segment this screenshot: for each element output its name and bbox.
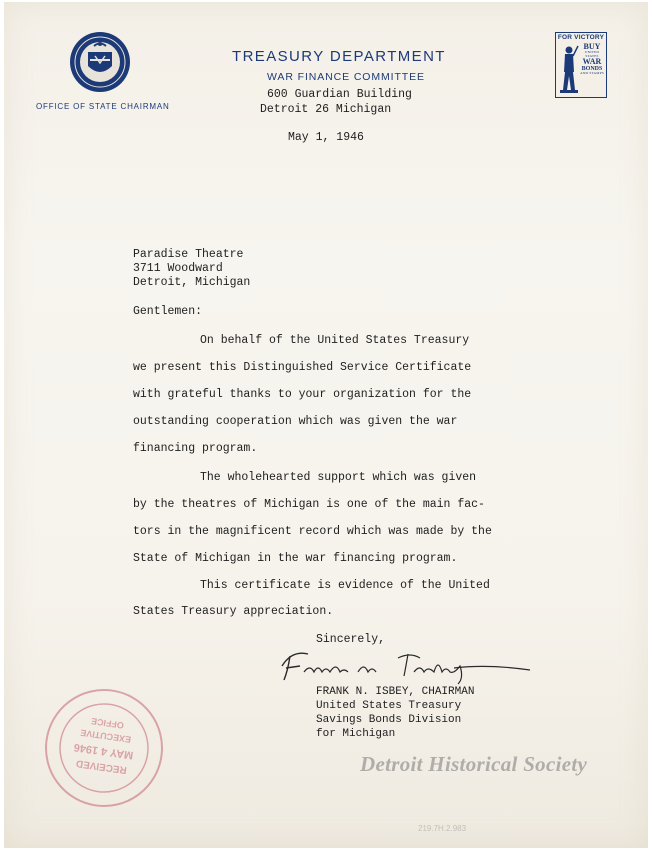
stamp-united-states: UNITED STATES [584, 50, 600, 58]
stamp-text-4: OFFICE [90, 715, 125, 731]
signer-org-1: United States Treasury [316, 700, 462, 712]
body-line: with grateful thanks to your organization for the [133, 388, 472, 401]
treasury-seal-icon [68, 30, 132, 94]
letter-date: May 1, 1946 [288, 131, 364, 144]
closing: Sincerely, [316, 633, 386, 646]
stamp-text-1: RECEIVED [75, 757, 128, 776]
letterhead-title: TREASURY DEPARTMENT [232, 48, 446, 65]
body-line: This certificate is evidence of the United [200, 579, 490, 592]
recipient-street: 3711 Woodward [133, 262, 223, 275]
stamp-header: FOR VICTORY [557, 34, 605, 41]
office-label: OFFICE OF STATE CHAIRMAN [36, 102, 170, 111]
signer-name-title: FRANK N. ISBEY, CHAIRMAN [316, 686, 475, 698]
body-line: On behalf of the United States Treasury [200, 334, 470, 347]
letterhead-header [232, 48, 462, 65]
minuteman-icon [558, 42, 580, 94]
handwritten-signature [278, 644, 538, 688]
body-line: outstanding cooperation which was given the war [133, 415, 458, 428]
stamp-words [579, 43, 605, 76]
address-line-2: Detroit 26 Michigan [260, 103, 392, 116]
stamp-buy: BUY [583, 42, 601, 51]
stamp-text-2: MAY 4 1946 [73, 740, 135, 762]
body-line: by the theatres of Michigan is one of the main fac- [133, 498, 485, 511]
recipient-name: Paradise Theatre [133, 248, 244, 261]
salutation: Gentlemen: [133, 305, 203, 318]
signer-org-2: Savings Bonds Division [316, 714, 462, 726]
stamp-bonds: BONDS [581, 66, 603, 72]
body-line: The wholehearted support which was given [200, 471, 477, 484]
watermark: Detroit Historical Society [360, 752, 588, 776]
stamp-text-3: EXECUTIVE [79, 727, 132, 745]
body-line: States Treasury appreciation. [133, 605, 334, 618]
letterhead-subtitle: WAR FINANCE COMMITTEE [267, 71, 425, 83]
stamp-and-stamps: AND STAMPS [580, 71, 604, 75]
war-bonds-stamp [555, 32, 607, 98]
body-line: tors in the magnificent record which was made by the [133, 525, 492, 538]
body-line: State of Michigan in the war financing program. [133, 552, 458, 565]
signer-org-3: for Michigan [316, 728, 396, 740]
address-line-1: 600 Guardian Building [267, 88, 412, 101]
body-line: financing program. [133, 442, 258, 455]
received-rubber-stamp [40, 684, 168, 812]
pencil-note: 219.7H.2.983 [418, 824, 467, 833]
body-line: we present this Distinguished Service Certificate [133, 361, 472, 374]
stamp-war: WAR [582, 57, 602, 66]
recipient-city: Detroit, Michigan [133, 276, 251, 289]
